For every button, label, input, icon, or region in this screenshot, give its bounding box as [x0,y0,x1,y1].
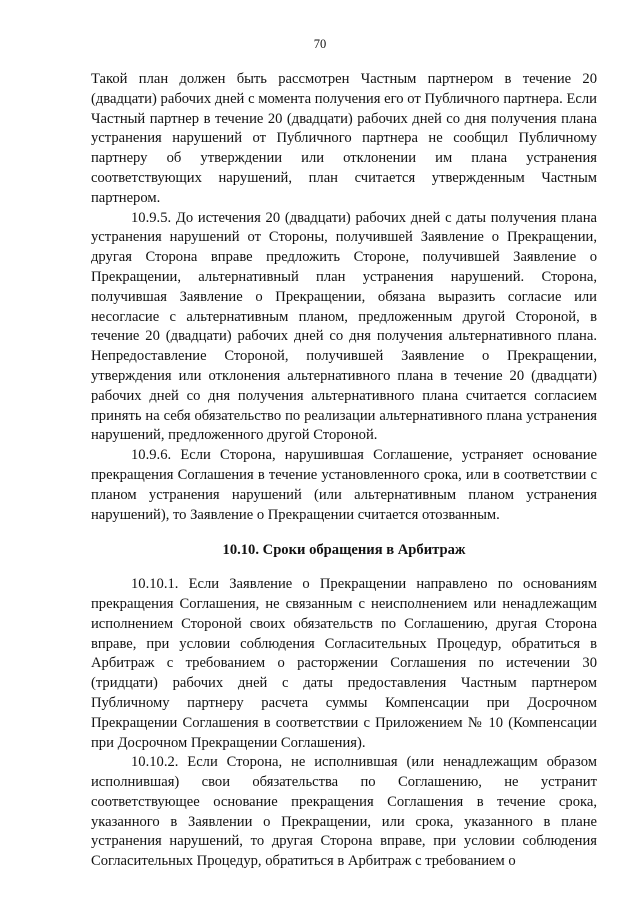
page-number: 70 [313,37,327,51]
document-body [91,70,597,872]
paragraph-10-9-6: 10.9.6. Если Сторона, нарушившая Соглашение, устраняет основание прекращения Соглашения в течение установленного срока, или в соответствии с планом устранения нарушений (или альтернативным планом устранения нарушений), то Заявление о Прекращении считается отозванным. [91,447,597,523]
paragraph-10-10-1: 10.10.1. Если Заявление о Прекращении направлено по основаниям прекращения Соглашения, не связанным с неисполнением или ненадлежащим исполнением Стороной своих обязательств по Соглашению, другая Сторона вправе, при условии соблюдения Согласительных Процедур, обратиться в Арбитраж с требованием о расторжении Соглашения по истечении 30 (тридцати) рабочих дней с даты предоставления Частным партнером Публичному партнеру расчета суммы Компенсации при Досрочном Прекращении Соглашения в соответствии с Приложением № 10 (Компенсации при Досрочном Прекращении Соглашения). [91,576,597,751]
paragraph-plan-review: Такой план должен быть рассмотрен Частным партнером в течение 20 (двадцати) рабочих дней с момента получения его от Публичного партнера. Если Частный партнер в течение 20 (двадцати) рабочих дней со дня получения плана устранения нарушений от Публичного партнера не сообщил Публичному партнеру об утверждении или отклонении им плана устранения соответствующих нарушений, план считается утвержденным Частным партнером. [91,71,597,206]
paragraph-10-10-2: 10.10.2. Если Сторона, не исполнившая (или ненадлежащим образом исполнившая) свои обязательства по Соглашению, не устранит соответствующее основание прекращения Соглашения в течение срока, указанного в Заявлении о Прекращении, или срока, указанного в плане устранения нарушений, то другая Сторона вправе, при условии соблюдения Согласительных Процедур, обратиться в Арбитраж с требованием о [91,754,597,870]
section-heading-10-10: 10.10. Сроки обращения в Арбитраж [222,542,466,559]
paragraph-10-9-5: 10.9.5. До истечения 20 (двадцати) рабочих дней с даты получения плана устранения нарушений от Стороны, получившей Заявление о Прекращении, другая Сторона вправе предложить Стороне, получившей Заявление о Прекращении, альтернативный план устранения нарушений. Сторона, получившая Заявление о Прекращении, обязана выразить согласие или несогласие с альтернативным планом, предложенным другой Стороной, в течение 20 (двадцати) рабочих дней со дня получения альтернативного плана. Непредоставление Стороной, получившей Заявление о Прекращении, утверждения или отклонения альтернативного плана в течение 20 (двадцати) рабочих дней со дня получения альтернативного плана считается согласием принять на себя обязательство по реализации альтернативного плана устранения нарушений, предложенного другой Стороной. [91,209,597,444]
